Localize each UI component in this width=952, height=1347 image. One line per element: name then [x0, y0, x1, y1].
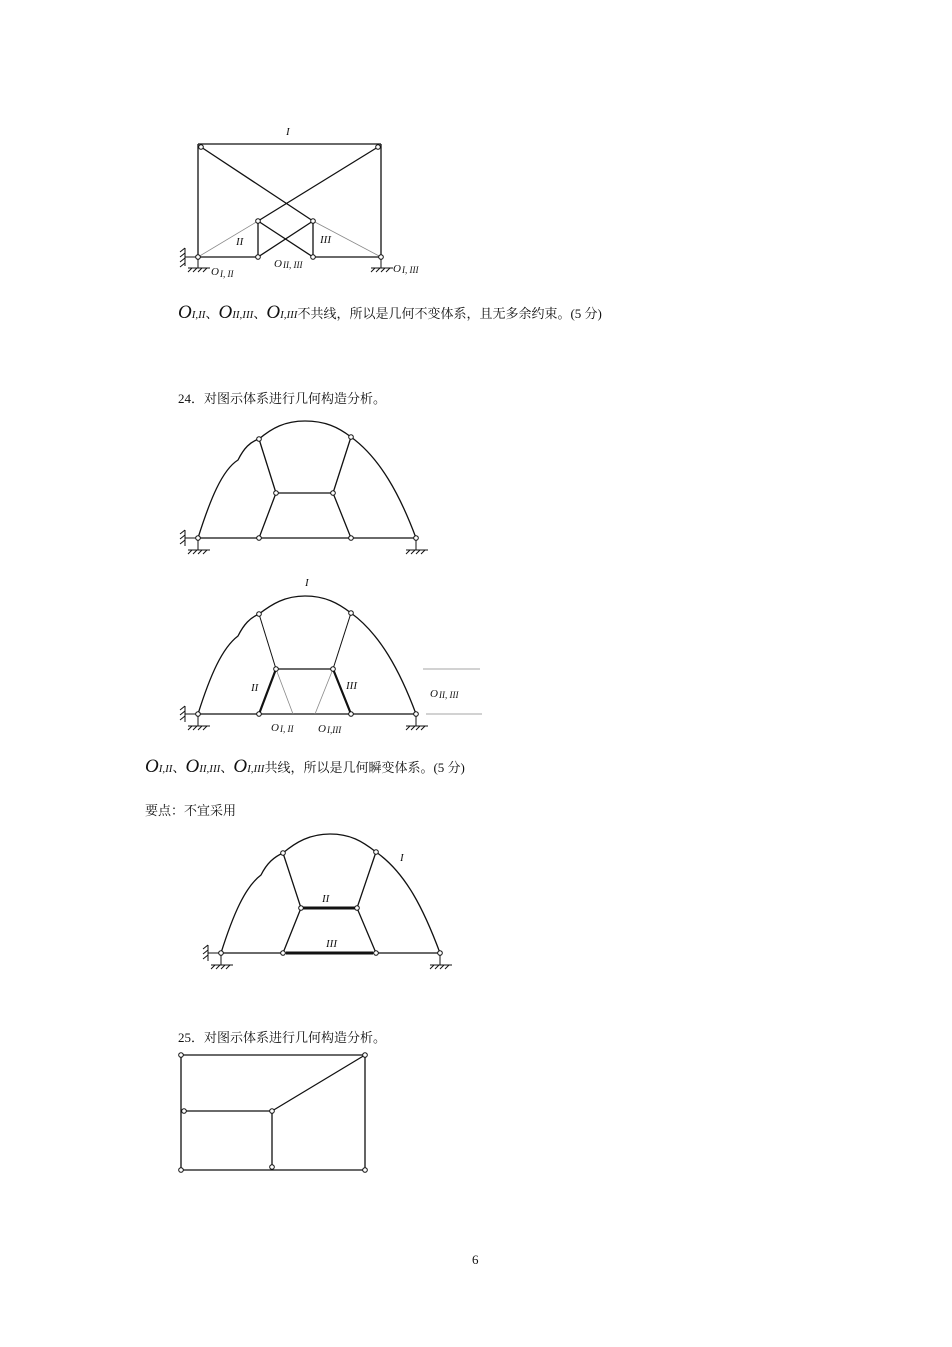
label-III: III — [320, 234, 331, 246]
svg-text:OI, II: OI, II — [271, 722, 294, 734]
svg-text:OI,III: OI,III — [318, 723, 342, 735]
question-24: 24．对图示体系进行几何构造分析。 — [178, 391, 387, 406]
conclusion-24: OI,II、OII,III、OI,III共线，所以是几何瞬变体系。(5 分) — [145, 756, 465, 777]
label-O: O — [393, 263, 401, 275]
page-number: 6 — [472, 1252, 479, 1267]
label-O-sub: I, II — [219, 269, 234, 279]
label-I: I — [286, 126, 290, 138]
svg-text:OII, III: OII, III — [430, 688, 459, 700]
conclusion-23: OI,II、OII,III、OI,III不共线，所以是几何不变体系，且无多余约束。(5 分) — [178, 302, 602, 323]
label-O: O — [274, 258, 282, 270]
label-III: III — [346, 680, 357, 692]
question-25: 25．对图示体系进行几何构造分析。 — [178, 1030, 387, 1045]
label-II: II — [322, 893, 330, 905]
label-O: O — [211, 266, 219, 278]
label-I: I — [305, 577, 309, 589]
label-II: II — [251, 682, 259, 694]
note-text: 要点：不宜采用 — [145, 803, 237, 818]
label-II: II — [236, 236, 244, 248]
label-O-sub: I, III — [401, 265, 419, 275]
label-III: III — [326, 938, 337, 950]
label-O-sub: II, III — [282, 260, 303, 270]
label-I: I — [400, 852, 404, 864]
